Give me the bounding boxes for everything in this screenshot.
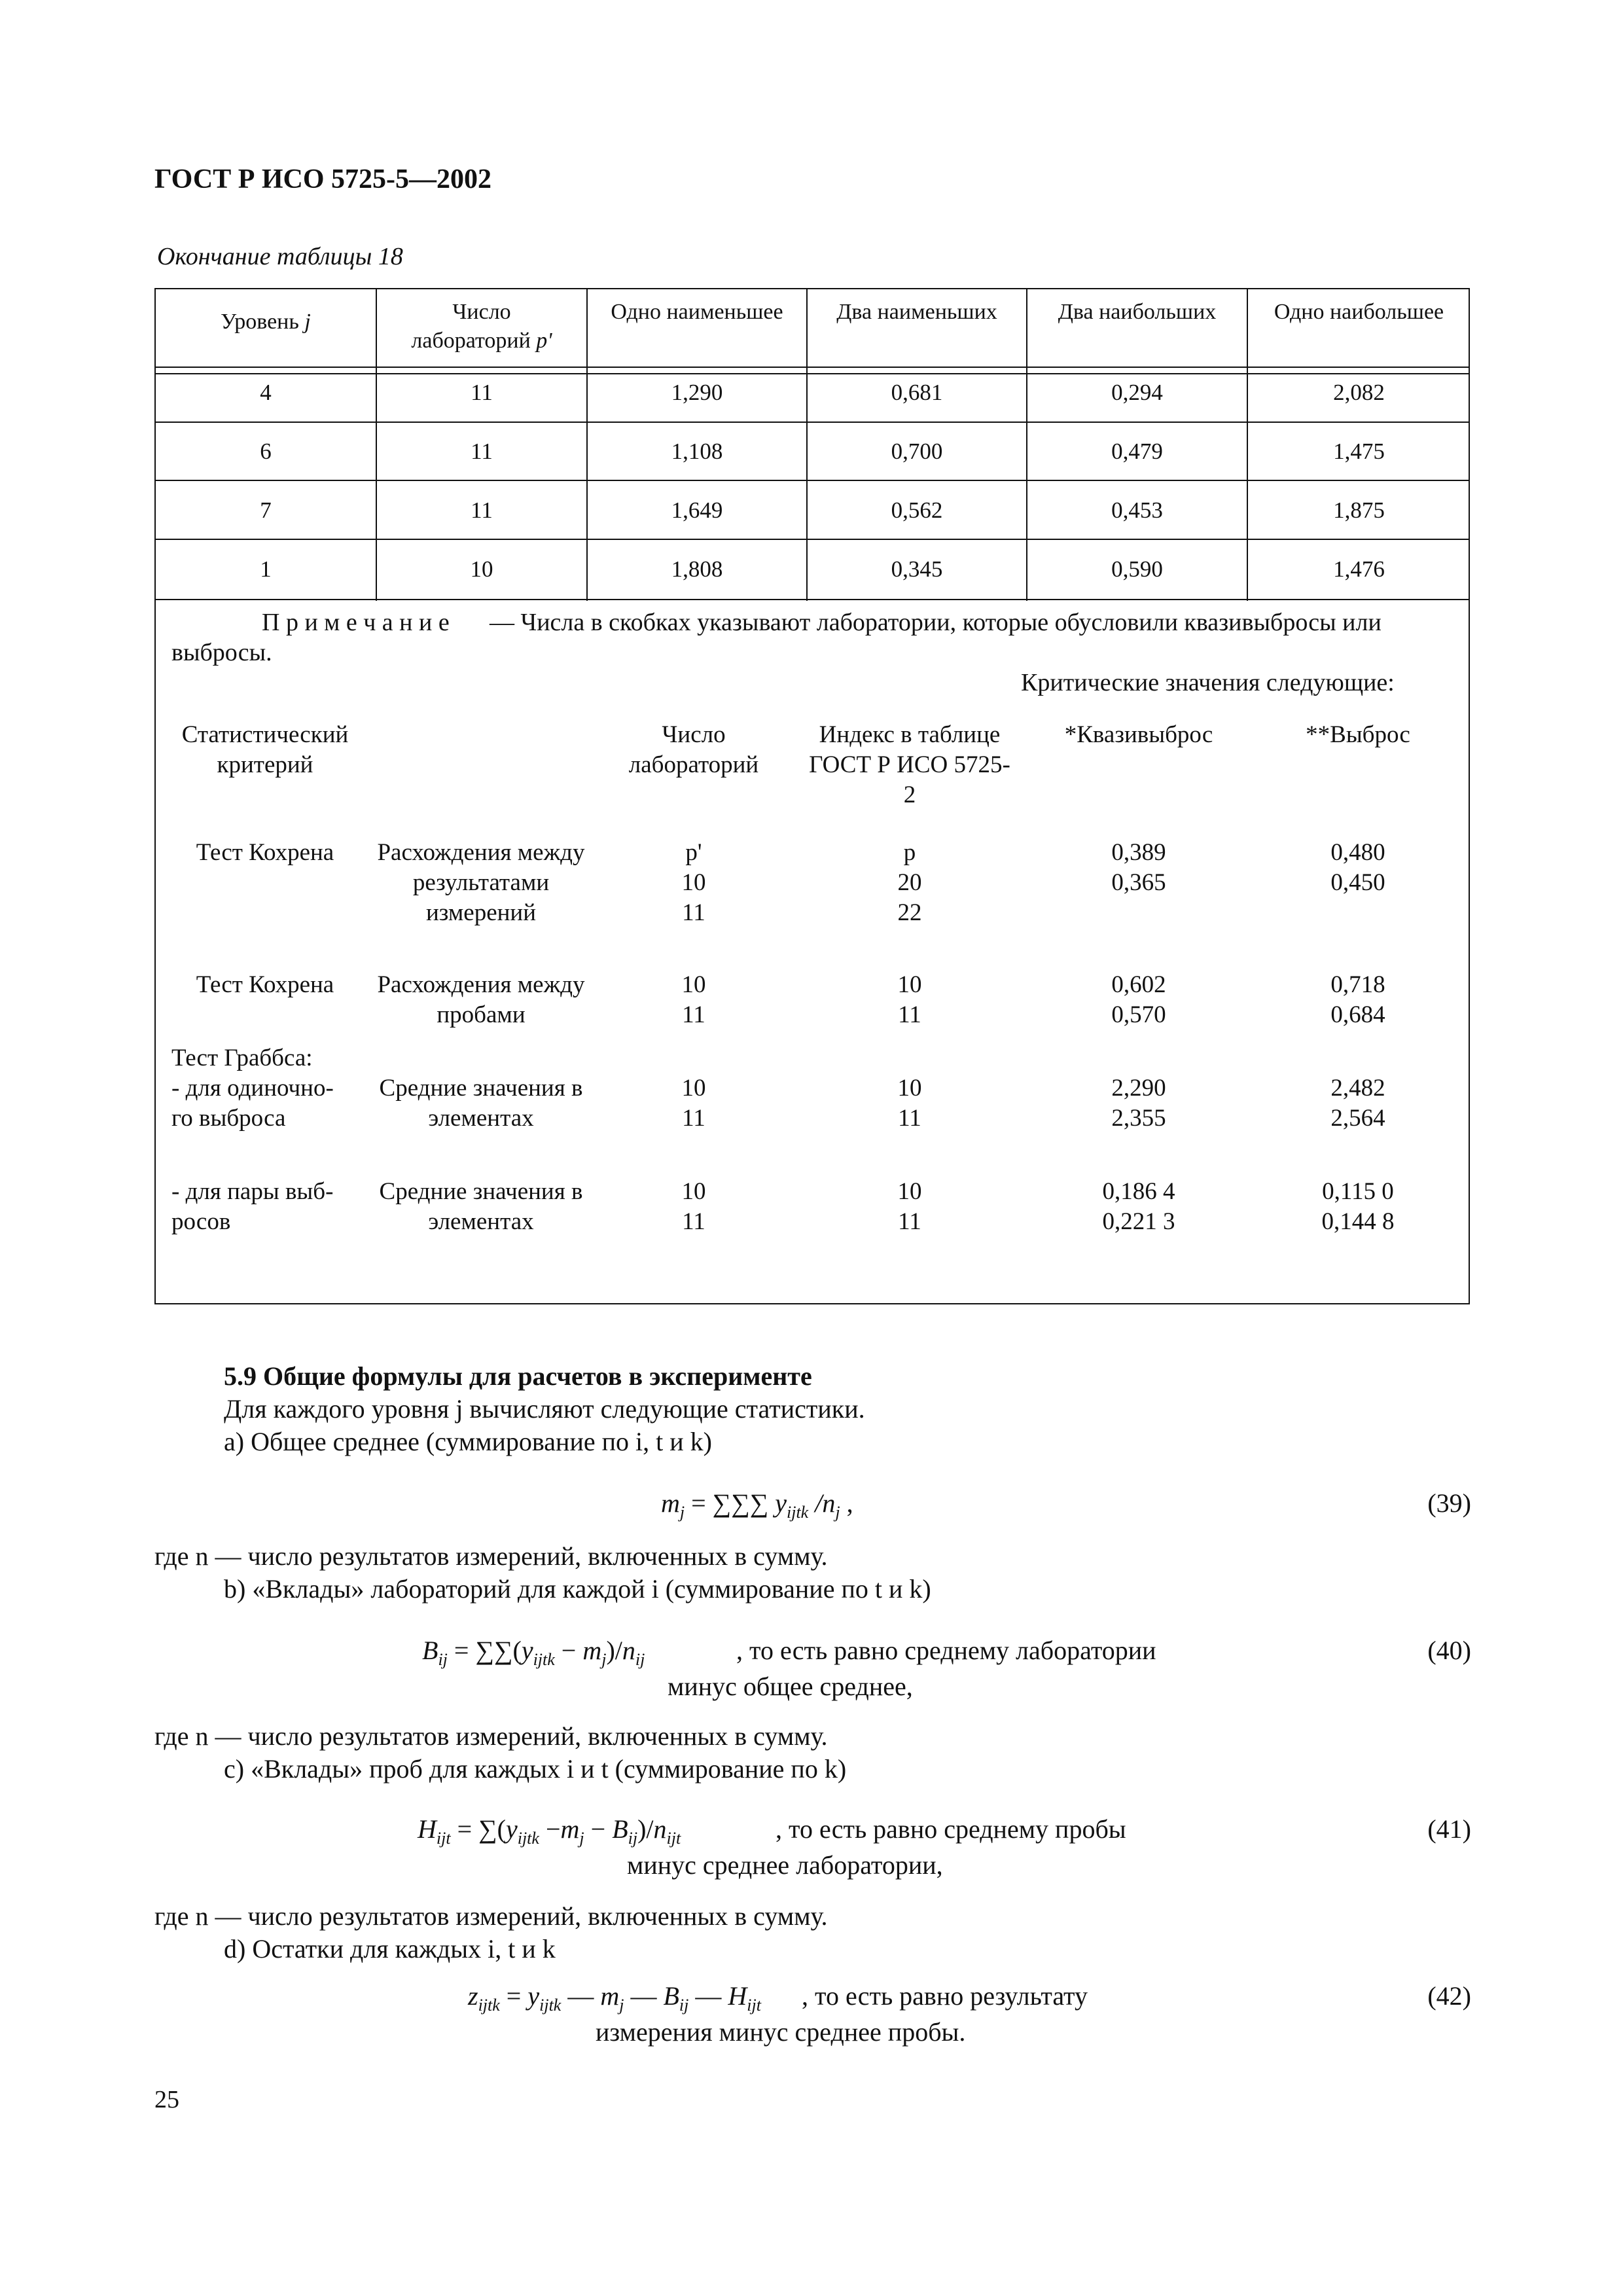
page-number: 25 — [154, 2086, 179, 2113]
table-cell: 11 — [471, 380, 493, 405]
formula-42: $z_{ijtk} = y_{ijtk}$ — $m_j$ — $B_{ij}$ — $H_{ijt}$ — [468, 1981, 761, 2015]
table-cell: 0,479 — [1111, 439, 1163, 464]
table-cell: 1 — [260, 556, 272, 582]
equation-number: (40) — [1427, 1636, 1471, 1665]
formula-40: $B_{ij} = \sum\sum(y_{ijtk} - m_j)/n_{ij}$ — [422, 1636, 645, 1669]
note-outlier: 0,718 0,684 — [1330, 971, 1385, 1028]
note-index: p 20 22 — [897, 839, 922, 926]
table-rule — [154, 480, 1470, 481]
formula-41: $H_{ijt} = \sum(y_{ijtk} -m_j - B_{ij})/n_{ijt}$ — [418, 1814, 681, 1848]
note-test: Тест Граббса: - для одиночно- го выброса — [171, 1045, 334, 1132]
table-cell: 1,476 — [1333, 556, 1385, 582]
critical-values-label: Критические значения следующие: — [1021, 669, 1395, 696]
eq40-text: , то есть равно среднему лаборатории — [736, 1636, 1156, 1665]
table-cell: 0,453 — [1111, 497, 1163, 523]
note-index: 10 11 — [897, 971, 922, 1028]
equation-number: (41) — [1427, 1814, 1471, 1844]
table-cell: 6 — [260, 439, 272, 464]
column-header: Уровень j — [221, 310, 311, 334]
table-cell: 4 — [260, 380, 272, 405]
note-desc: Средние значения в элементах — [379, 1178, 583, 1235]
section-intro: Для каждого уровня j вычисляют следующие статистики. — [224, 1394, 865, 1424]
note-outlier: 2,482 2,564 — [1330, 1075, 1385, 1132]
note-outlier: 0,480 0,450 — [1330, 839, 1385, 896]
table-cell: 11 — [471, 439, 493, 464]
table-rule — [154, 422, 1470, 423]
note-test: Тест Кохрена — [196, 971, 334, 998]
note-index: 10 11 — [897, 1075, 922, 1132]
item-c: c) «Вклады» проб для каждых i и t (суммирование по k) — [224, 1754, 847, 1784]
note-col-quasi: *Квазивыброс — [1064, 721, 1213, 748]
eq41-text: , то есть равно среднему пробы — [776, 1814, 1126, 1844]
table-cell: 1,649 — [671, 497, 723, 523]
eq42-text2: измерения минус среднее пробы. — [596, 2017, 966, 2047]
note-col-outlier: **Выброс — [1306, 721, 1410, 748]
note-text-cont: выбросы. — [171, 639, 272, 666]
note-quasi: 0,186 4 0,221 3 — [1102, 1178, 1175, 1235]
note-labs: 10 11 — [681, 1178, 706, 1235]
note-col-index: Индекс в таблице ГОСТ Р ИСО 5725-2 — [809, 721, 1010, 808]
document-header: ГОСТ Р ИСО 5725-5—2002 — [154, 164, 492, 194]
note-label: П р и м е ч а н и е — [262, 609, 450, 636]
table-cell: 0,562 — [891, 497, 943, 523]
section-heading: 5.9 Общие формулы для расчетов в эксперименте — [224, 1361, 812, 1391]
table-cell: 0,590 — [1111, 556, 1163, 582]
column-header: Два наименьших — [836, 300, 997, 324]
column-header: Одно наименьшее — [611, 300, 783, 324]
table-cell: 0,294 — [1111, 380, 1163, 405]
note-desc: Средние значения в элементах — [379, 1075, 583, 1132]
formula-39: $m_j$ = ∑∑∑ $y_{ijtk}$ $/n_j$ , — [661, 1488, 853, 1522]
item-b: b) «Вклады» лабораторий для каждой i (суммирование по t и k) — [224, 1574, 931, 1604]
note-test: Тест Кохрена — [196, 839, 334, 866]
item-d: d) Остатки для каждых i, t и k — [224, 1934, 556, 1964]
table-rule — [154, 373, 1470, 374]
where-41: где n — число результатов измерений, включенных в сумму. — [154, 1901, 828, 1931]
table-caption: Окончание таблицы 18 — [157, 243, 403, 270]
eq41-text2: минус среднее лаборатории, — [627, 1850, 943, 1880]
where-39: где n — число результатов измерений, включенных в сумму. — [154, 1541, 828, 1571]
note-labs: p' 10 11 — [681, 839, 706, 926]
table-cell: 0,700 — [891, 439, 943, 464]
table-cell: 1,108 — [671, 439, 723, 464]
note-text: — Числа в скобках указывают лаборатории, которые обусловили квазивыбросы или — [490, 609, 1382, 636]
note-test: - для пары выб- росов — [171, 1178, 334, 1235]
table-rule — [154, 599, 1470, 600]
note-labs: 10 11 — [681, 971, 706, 1028]
note-desc: Расхождения между результатами измерений — [377, 839, 585, 926]
note-labs: 10 11 — [681, 1075, 706, 1132]
note-outlier: 0,115 0 0,144 8 — [1321, 1178, 1395, 1235]
eq42-text: , то есть равно результату — [802, 1981, 1088, 2011]
note-col-labs: Число лабораторий — [628, 721, 759, 778]
table-cell: 2,082 — [1333, 380, 1385, 405]
table-cell: 1,475 — [1333, 439, 1385, 464]
equation-number: (39) — [1427, 1488, 1471, 1518]
column-header: Два наибольших — [1058, 300, 1217, 324]
table-cell: 0,681 — [891, 380, 943, 405]
note-quasi: 0,389 0,365 — [1111, 839, 1166, 896]
table-cell: 1,875 — [1333, 497, 1385, 523]
table-rule — [154, 539, 1470, 540]
table-cell: 11 — [471, 497, 493, 523]
table-cell: 0,345 — [891, 556, 943, 582]
table-cell: 7 — [260, 497, 272, 523]
table-cell: 1,808 — [671, 556, 723, 582]
note-quasi: 0,602 0,570 — [1111, 971, 1166, 1028]
table-rule — [154, 367, 1470, 368]
equation-number: (42) — [1427, 1981, 1471, 2011]
note-quasi: 2,290 2,355 — [1111, 1075, 1166, 1132]
note-col-criterion: Статистический критерий — [181, 721, 349, 778]
table-cell: 10 — [470, 556, 493, 582]
item-a: a) Общее среднее (суммирование по i, t и k) — [224, 1427, 712, 1456]
where-40: где n — число результатов измерений, включенных в сумму. — [154, 1721, 828, 1751]
eq40-text2: минус общее среднее, — [668, 1672, 913, 1701]
column-header: Одно наибольшее — [1274, 300, 1444, 324]
note-index: 10 11 — [897, 1178, 922, 1235]
note-desc: Расхождения между пробами — [377, 971, 585, 1028]
table-cell: 1,290 — [671, 380, 723, 405]
column-header: Число лабораторий p' — [411, 300, 552, 353]
